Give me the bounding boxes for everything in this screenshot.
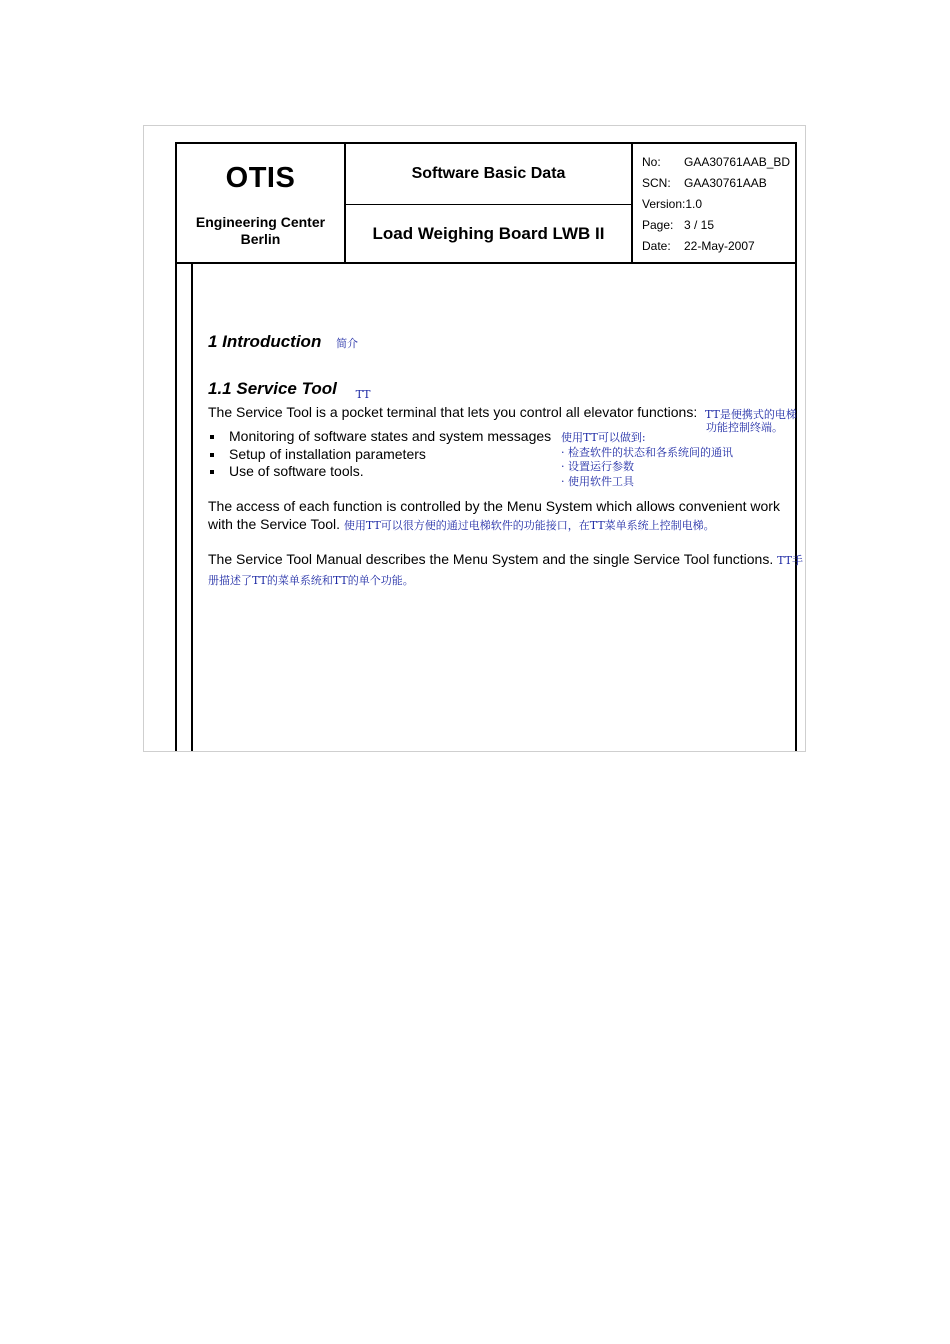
meta-page: Page: 3 / 15 — [642, 218, 715, 232]
feature-list — [208, 428, 551, 481]
heading-service-tool: 1.1 Service Tool $_{TT}$ — [208, 379, 371, 401]
doc-title: Load Weighing Board LWB II — [372, 223, 605, 243]
document — [175, 142, 804, 752]
meta-cell — [633, 144, 795, 262]
paragraph-manual: The Service Tool Manual describes the Menu System and the single Service Tool functions. TT手册描述了TT的菜单系统和TT的单个功能。 — [208, 551, 804, 587]
document-page — [143, 125, 806, 752]
meta-no: No: GAA30761AAB_BD — [642, 155, 791, 169]
meta-scn: SCN: GAA30761AAB — [642, 176, 767, 190]
org-name — [177, 214, 344, 248]
list-item: Use of software tools. — [208, 463, 551, 481]
heading-service-tool-zh: TT — [355, 388, 371, 401]
paragraph-manual-zh: TT手册描述了TT的菜单系统和TT的单个功能。 — [208, 554, 804, 587]
feature-list-zh: 使用TT可以做到: · 检查软件的状态和各系统间的通讯 · 设置运行参数 · 使用软件工具 — [561, 431, 733, 488]
paragraph-service-tool-zh: TT是便携式的电梯 功能控制终端。 — [705, 408, 797, 434]
meta-version: Version:1.0 — [642, 197, 703, 211]
list-item: Monitoring of software states and system messages — [208, 428, 551, 446]
list-item: Setup of installation parameters — [208, 446, 551, 464]
paragraph-service-tool: The Service Tool is a pocket terminal that lets you control all elevator functions: — [208, 404, 698, 420]
left-border-outer — [175, 262, 177, 752]
doc-type: Software Basic Data — [346, 144, 631, 205]
org-line-2: Berlin — [240, 231, 281, 247]
paragraph-menu-system: The access of each function is controlled by the Menu System which allows convenient work with the Service Tool. 使用TT可以很方便的通过电梯软件的功能接口，在TT菜单系统上控制电梯。 — [208, 498, 780, 532]
paragraph-menu-system-zh: 使用TT可以很方便的通过电梯软件的功能接口，在TT菜单系统上控制电梯。 — [343, 519, 715, 532]
heading-introduction-zh: 简介 — [336, 337, 359, 350]
meta-date: Date: 22-May-2007 — [642, 239, 755, 253]
left-border-inner — [191, 262, 193, 752]
org-line-1: Engineering Center — [195, 214, 326, 230]
title-cell — [346, 144, 633, 262]
company-cell — [177, 144, 346, 262]
otis-logo: OTIS — [225, 162, 296, 194]
heading-introduction: 1 Introduction 简介 — [208, 332, 359, 351]
document-header — [175, 142, 797, 264]
